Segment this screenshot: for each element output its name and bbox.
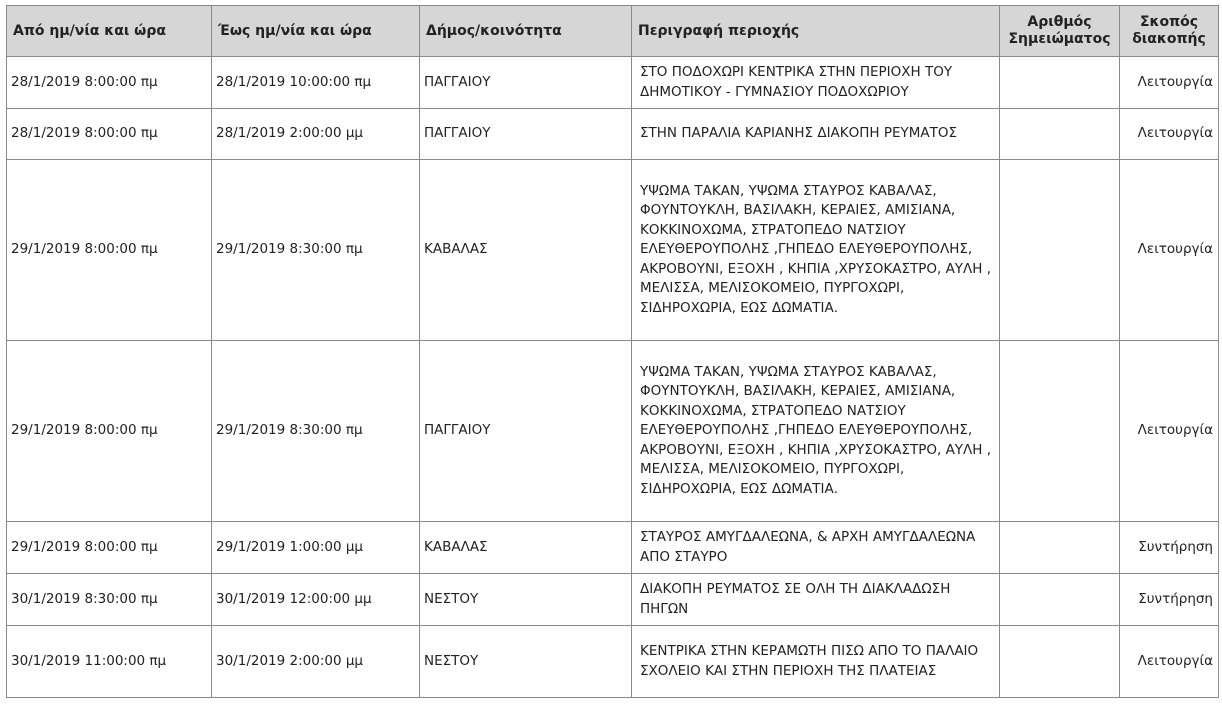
- cell-municipality: ΝΕΣΤΟΥ: [420, 626, 632, 698]
- cell-from: 29/1/2019 8:00:00 πμ: [7, 522, 212, 574]
- header-note-number-line2: Σημειώματος: [1008, 31, 1111, 47]
- cell-purpose: Λειτουργία: [1120, 341, 1219, 522]
- cell-area: ΚΕΝΤΡΙΚΑ ΣΤΗΝ ΚΕΡΑΜΩΤΗ ΠΙΣΩ ΑΠΟ ΤΟ ΠΑΛΑΙΟ ΣΧΟΛΕΙΟ ΚΑΙ ΣΤΗΝ ΠΕΡΙΟΧΗ ΤΗΣ ΠΛΑΤΕΙΑΣ: [632, 626, 1000, 698]
- header-municipality: Δήμος/κοινότητα: [420, 6, 632, 57]
- cell-area: ΣΤΑΥΡΟΣ ΑΜΥΓΔΑΛΕΩΝΑ, & ΑΡΧΗ ΑΜΥΓΔΑΛΕΩΝΑ ΑΠΟ ΣΤΑΥΡΟ: [632, 522, 1000, 574]
- cell-municipality: ΚΑΒΑΛΑΣ: [420, 522, 632, 574]
- cell-area: ΣΤΗΝ ΠΑΡΑΛΙΑ ΚΑΡΙΑΝΗΣ ΔΙΑΚΟΠΗ ΡΕΥΜΑΤΟΣ: [632, 109, 1000, 160]
- cell-to: 30/1/2019 12:00:00 μμ: [212, 574, 420, 626]
- cell-municipality: ΝΕΣΤΟΥ: [420, 574, 632, 626]
- cell-to: 28/1/2019 2:00:00 μμ: [212, 109, 420, 160]
- cell-purpose: Λειτουργία: [1120, 626, 1219, 698]
- cell-municipality: ΚΑΒΑΛΑΣ: [420, 160, 632, 341]
- header-purpose-line1: Σκοπός: [1139, 14, 1199, 30]
- cell-note-number: [1000, 109, 1120, 160]
- cell-municipality: ΠΑΓΓΑΙΟΥ: [420, 57, 632, 109]
- power-outage-table: [6, 5, 1219, 698]
- outage-table-container: [6, 5, 1219, 698]
- cell-area: ΣΤΟ ΠΟΔΟΧΩΡΙ ΚΕΝΤΡΙΚΑ ΣΤΗΝ ΠΕΡΙΟΧΗ ΤΟΥ ΔΗΜΟΤΙΚΟΥ - ΓΥΜΝΑΣΙΟΥ ΠΟΔΟΧΩΡΙΟΥ: [632, 57, 1000, 109]
- header-from: Από ημ/νία και ώρα: [7, 6, 212, 57]
- header-area: Περιγραφή περιοχής: [632, 6, 1000, 57]
- cell-purpose: Συντήρηση: [1120, 574, 1219, 626]
- header-to: Έως ημ/νία και ώρα: [212, 6, 420, 57]
- cell-to: 29/1/2019 8:30:00 πμ: [212, 341, 420, 522]
- header-purpose: [1120, 6, 1219, 57]
- cell-to: 29/1/2019 8:30:00 πμ: [212, 160, 420, 341]
- header-note-number-line1: Αριθμός: [1027, 14, 1092, 30]
- cell-note-number: [1000, 160, 1120, 341]
- table-row: [7, 626, 1219, 698]
- cell-from: 30/1/2019 8:30:00 πμ: [7, 574, 212, 626]
- cell-area: ΥΨΩΜΑ ΤΑΚΑΝ, ΥΨΩΜΑ ΣΤΑΥΡΟΣ ΚΑΒΑΛΑΣ, ΦΟΥΝΤΟΥΚΛΗ, ΒΑΣΙΛΑΚΗ, ΚΕΡΑΙΕΣ, ΑΜΙΣΙΑΝΑ, ΚΟΚΚΙΝΟΧΩΜΑ, ΣΤΡΑΤΟΠΕΔΟ ΝΑΤΣΙΟΥ ΕΛΕΥΘΕΡΟΥΠΟΛΗΣ ,ΓΗΠΕΔΟ ΕΛΕΥΘΕΡΟΥΠΟΛΗΣ, ΑΚΡΟΒΟΥΝΙ, ΕΞΟΧΗ , ΚΗΠΙΑ ,ΧΡΥΣΟΚΑΣΤΡΟ, ΑΥΛΗ , ΜΕΛΙΣΣΑ, ΜΕΛΙΣΟΚΟΜΕΙΟ, ΠΥΡΓΟΧΩΡΙ, ΣΙΔΗΡΟΧΩΡΙΑ, ΕΩΣ ΔΩΜΑΤΙΑ.: [632, 160, 1000, 341]
- cell-municipality: ΠΑΓΓΑΙΟΥ: [420, 109, 632, 160]
- table-header-row: [7, 6, 1219, 57]
- header-purpose-line2: διακοπής: [1132, 31, 1206, 47]
- cell-note-number: [1000, 522, 1120, 574]
- cell-note-number: [1000, 341, 1120, 522]
- cell-area: ΔΙΑΚΟΠΗ ΡΕΥΜΑΤΟΣ ΣΕ ΟΛΗ ΤΗ ΔΙΑΚΛΑΔΩΣΗ ΠΗΓΩΝ: [632, 574, 1000, 626]
- cell-to: 29/1/2019 1:00:00 μμ: [212, 522, 420, 574]
- cell-note-number: [1000, 574, 1120, 626]
- cell-purpose: Συντήρηση: [1120, 522, 1219, 574]
- cell-note-number: [1000, 57, 1120, 109]
- table-row: [7, 109, 1219, 160]
- table-row: [7, 57, 1219, 109]
- cell-area: ΥΨΩΜΑ ΤΑΚΑΝ, ΥΨΩΜΑ ΣΤΑΥΡΟΣ ΚΑΒΑΛΑΣ, ΦΟΥΝΤΟΥΚΛΗ, ΒΑΣΙΛΑΚΗ, ΚΕΡΑΙΕΣ, ΑΜΙΣΙΑΝΑ, ΚΟΚΚΙΝΟΧΩΜΑ, ΣΤΡΑΤΟΠΕΔΟ ΝΑΤΣΙΟΥ ΕΛΕΥΘΕΡΟΥΠΟΛΗΣ ,ΓΗΠΕΔΟ ΕΛΕΥΘΕΡΟΥΠΟΛΗΣ, ΑΚΡΟΒΟΥΝΙ, ΕΞΟΧΗ , ΚΗΠΙΑ ,ΧΡΥΣΟΚΑΣΤΡΟ, ΑΥΛΗ , ΜΕΛΙΣΣΑ, ΜΕΛΙΣΟΚΟΜΕΙΟ, ΠΥΡΓΟΧΩΡΙ, ΣΙΔΗΡΟΧΩΡΙΑ, ΕΩΣ ΔΩΜΑΤΙΑ.: [632, 341, 1000, 522]
- header-note-number: [1000, 6, 1120, 57]
- cell-from: 29/1/2019 8:00:00 πμ: [7, 160, 212, 341]
- cell-purpose: Λειτουργία: [1120, 160, 1219, 341]
- cell-municipality: ΠΑΓΓΑΙΟΥ: [420, 341, 632, 522]
- cell-note-number: [1000, 626, 1120, 698]
- cell-from: 29/1/2019 8:00:00 πμ: [7, 341, 212, 522]
- table-row: [7, 522, 1219, 574]
- cell-purpose: Λειτουργία: [1120, 109, 1219, 160]
- cell-purpose: Λειτουργία: [1120, 57, 1219, 109]
- table-row: [7, 341, 1219, 522]
- cell-to: 28/1/2019 10:00:00 πμ: [212, 57, 420, 109]
- table-row: [7, 160, 1219, 341]
- cell-from: 28/1/2019 8:00:00 πμ: [7, 109, 212, 160]
- cell-from: 30/1/2019 11:00:00 πμ: [7, 626, 212, 698]
- cell-from: 28/1/2019 8:00:00 πμ: [7, 57, 212, 109]
- cell-to: 30/1/2019 2:00:00 μμ: [212, 626, 420, 698]
- table-row: [7, 574, 1219, 626]
